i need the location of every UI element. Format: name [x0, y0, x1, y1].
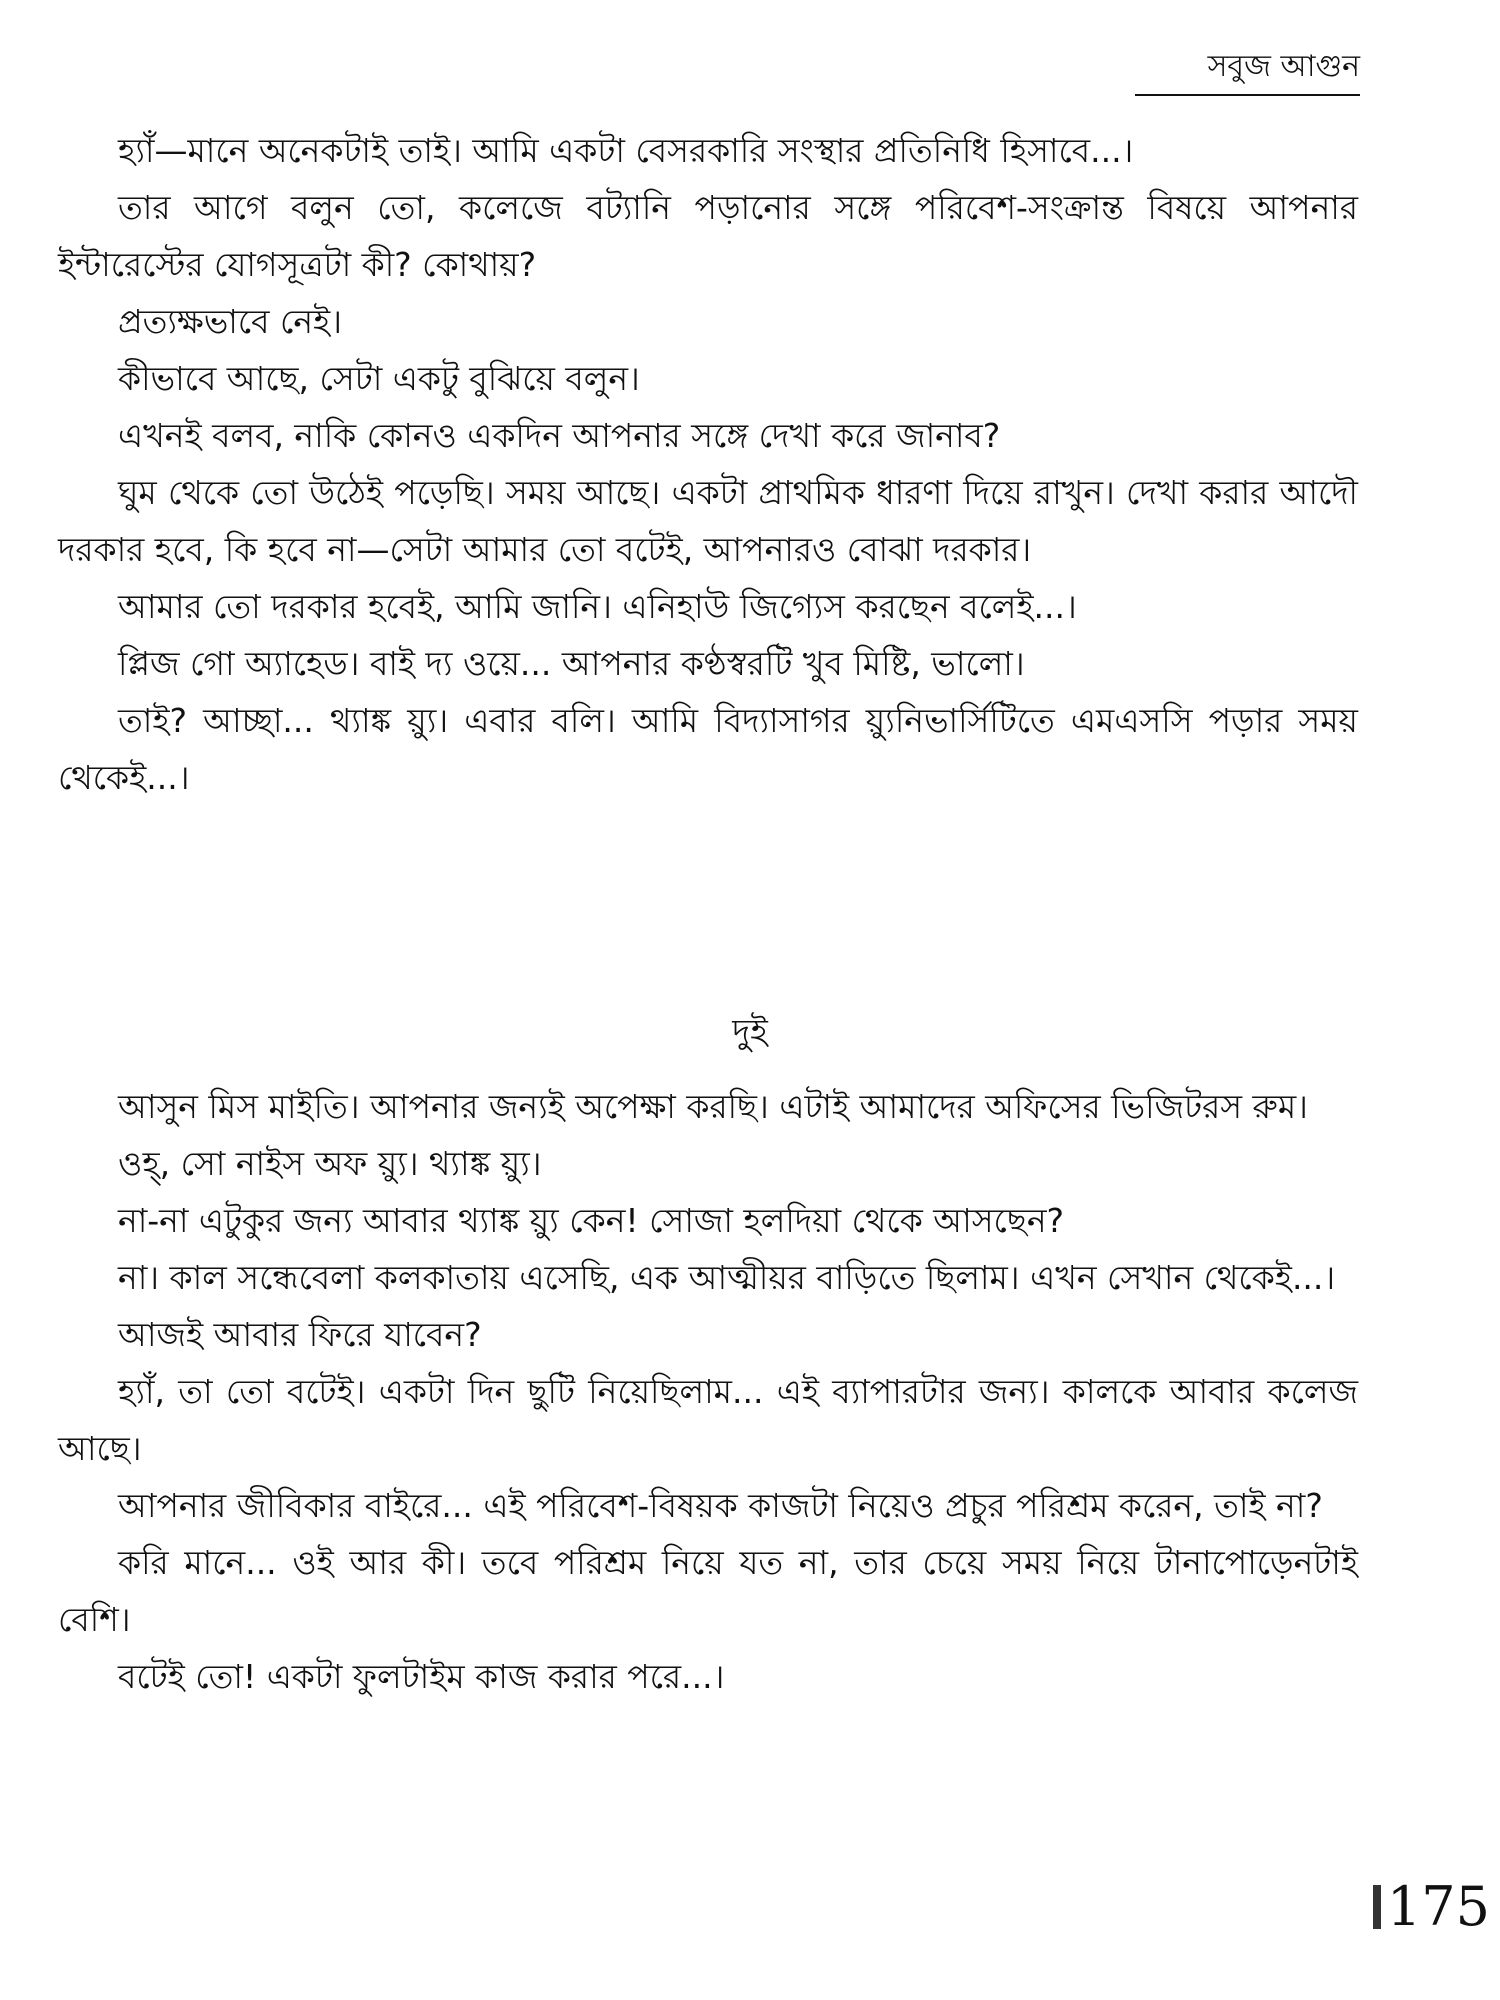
- paragraph: করি মানে... ওই আর কী। তবে পরিশ্রম নিয়ে যত না, তার চেয়ে সময় নিয়ে টানাপোড়েনটাই বেশি।: [58, 1543, 1358, 1639]
- paragraph: আজই আবার ফিরে যাবেন?: [118, 1315, 482, 1354]
- paragraph: ওহ্‌, সো নাইস অফ য়্যু। থ্যাঙ্ক য়্যু।: [118, 1144, 542, 1183]
- paragraph: আমার তো দরকার হবেই, আমি জানি। এনিহাউ জিগ্যেস করছেন বলেই...।: [118, 587, 1077, 626]
- paragraph: ঘুম থেকে তো উঠেই পড়েছি। সময় আছে। একটা প্রাথমিক ধারণা দিয়ে রাখুন। দেখা করার আদৌ দরকার হবে, কি হবে না—সেটা আমার তো বটেই, আপনারও বোঝা দরকার।: [58, 473, 1358, 569]
- paragraph: আসুন মিস মাইতি। আপনার জন্যই অপেক্ষা করছি। এটাই আমাদের অফিসের ভিজিটরস রুম।: [118, 1087, 1308, 1126]
- page-number-value: 175: [1386, 1875, 1490, 1938]
- paragraph: হ্যাঁ—মানে অনেকটাই তাই। আমি একটা বেসরকারি সংস্থার প্রতিনিধি হিসাবে...।: [118, 131, 1134, 170]
- paragraph: প্লিজ গো অ্যাহেড। বাই দ্য ওয়ে... আপনার কণ্ঠস্বরটি খুব মিষ্টি, ভালো।: [118, 644, 1025, 683]
- paragraph: না। কাল সন্ধেবেলা কলকাতায় এসেছি, এক আত্মীয়র বাড়িতে ছিলাম। এখন সেখান থেকেই...।: [118, 1258, 1336, 1297]
- section-one-text: [58, 122, 1358, 806]
- page-marker-bar: [1373, 1885, 1381, 1929]
- running-header-title: সবুজ আগুন: [1135, 52, 1360, 96]
- section-two-text: [58, 1078, 1358, 1705]
- paragraph: হ্যাঁ, তা তো বটেই। একটা দিন ছুটি নিয়েছিলাম... এই ব্যাপারটার জন্য। কালকে আবার কলেজ আছে।: [58, 1372, 1358, 1468]
- paragraph: তাই? আচ্ছা... থ্যাঙ্ক য়্যু। এবার বলি। আমি বিদ্যাসাগর য়্যুনিভার্সিটিতে এমএসসি পড়ার সময় থেকেই...।: [58, 701, 1358, 797]
- paragraph: প্রত্যক্ষভাবে নেই।: [118, 302, 343, 341]
- page-number: [1373, 1875, 1490, 1938]
- paragraph: বটেই তো! একটা ফুলটাইম কাজ করার পরে...।: [118, 1657, 725, 1696]
- paragraph: তার আগে বলুন তো, কলেজে বট্যানি পড়ানোর সঙ্গে পরিবেশ-সংক্রান্ত বিষয়ে আপনার ইন্টারেস্টের যোগসূত্রটা কী? কোথায়?: [58, 188, 1358, 284]
- paragraph: না-না এটুকুর জন্য আবার থ্যাঙ্ক য়্যু কেন! সোজা হলদিয়া থেকে আসছেন?: [118, 1201, 1065, 1240]
- paragraph: আপনার জীবিকার বাইরে... এই পরিবেশ-বিষয়ক কাজটা নিয়েও প্রচুর পরিশ্রম করেন, তাই না?: [118, 1486, 1323, 1525]
- paragraph: কীভাবে আছে, সেটা একটু বুঝিয়ে বলুন।: [118, 359, 640, 398]
- section-heading: দুই: [732, 1012, 768, 1052]
- paragraph: এখনই বলব, নাকি কোনও একদিন আপনার সঙ্গে দেখা করে জানাব?: [118, 416, 1001, 455]
